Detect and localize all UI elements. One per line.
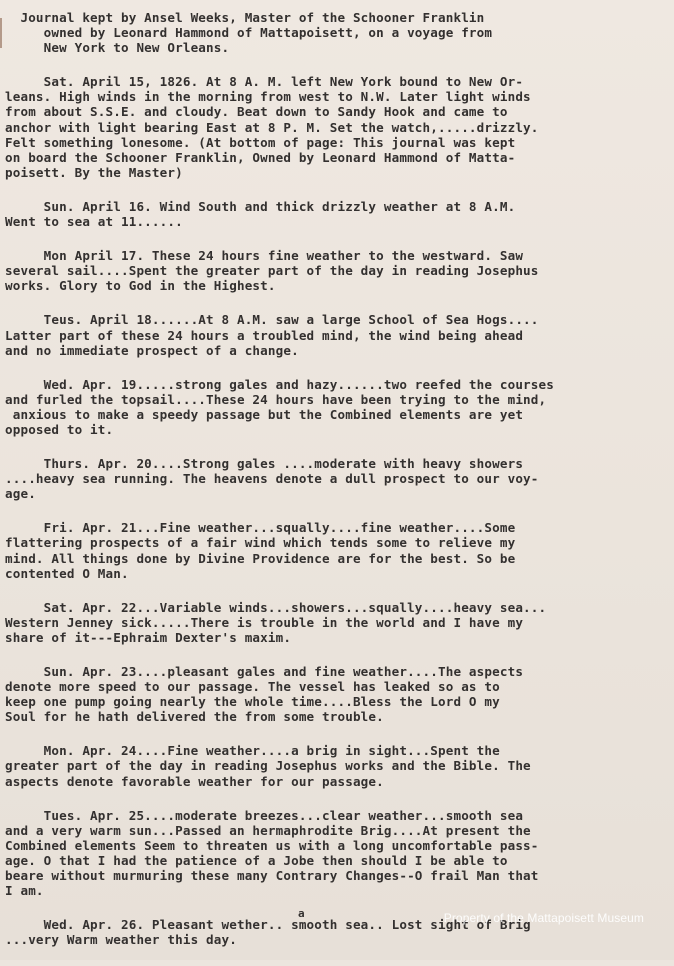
entry-line: Wed. Apr. 26. Pleasant wether.. smooth sea.. Lost sight of Brig — [5, 917, 531, 933]
entry-april-20 — [5, 456, 669, 501]
journal-header — [5, 10, 669, 55]
entry-line: Combined elements Seem to threaten us with a long uncomfortable pass- — [5, 837, 539, 853]
entry-line: Sun. Apr. 23....pleasant gales and fine weather....The aspects — [5, 664, 524, 679]
entry-april-19 — [5, 377, 669, 437]
entry-line: age. — [5, 486, 36, 502]
entry-line: opposed to it. — [5, 421, 114, 437]
entry-line: and a very warm sun...Passed an hermaphrodite Brig....At present the — [5, 822, 531, 838]
entry-line: poisett. By the Master) — [5, 164, 183, 180]
entry-line: ....heavy sea running. The heavens denote a dull prospect to our voy- — [5, 471, 539, 487]
entry-line: Wed. Apr. 19.....strong gales and hazy......two reefed the courses — [5, 376, 554, 392]
page-edge-mark — [0, 18, 2, 48]
entry-line: several sail....Spent the greater part of the day in reading Josephus — [5, 263, 539, 279]
entry-line: flattering prospects of a fair wind which tends some to relieve my — [5, 535, 516, 551]
entry-line: Latter part of these 24 hours a troubled mind, the wind being ahead — [5, 327, 524, 343]
entry-line: Thurs. Apr. 20....Strong gales ....moderate with heavy showers — [5, 456, 524, 472]
typed-journal-text — [5, 10, 669, 966]
entry-april-16 — [5, 199, 669, 229]
entry-line: from about S.S.E. and cloudy. Beat down to Sandy Hook and came to — [5, 104, 508, 120]
entry-line: greater part of the day in reading Josephus works and the Bible. The — [5, 758, 531, 774]
entry-line: Felt something lonesome. (At bottom of page: This journal was kept — [5, 134, 516, 150]
entry-line: beare without murmuring these many Contrary Changes--O frail Man that — [5, 868, 539, 884]
entry-line: Western Jenney sick.....There is trouble in the world and I have my — [5, 614, 524, 630]
entry-april-18 — [5, 312, 669, 357]
entry-line: I am. — [5, 883, 44, 899]
entry-line: on board the Schooner Franklin, Owned by Leonard Hammond of Matta- — [5, 149, 516, 165]
entry-april-24 — [5, 743, 669, 788]
entry-line: leans. High winds in the morning from west to N.W. Later light winds — [5, 89, 531, 105]
entry-april-22 — [5, 600, 669, 645]
entry-line: Mon. Apr. 24....Fine weather....a brig in sight...Spent the — [5, 743, 500, 759]
entry-line: and furled the topsail....These 24 hours have been trying to the mind, — [5, 391, 547, 407]
entry-line: contented O Man. — [5, 565, 129, 581]
entry-line: Fri. Apr. 21...Fine weather...squally....fine weather....Some — [5, 520, 516, 536]
entry-line: age. O that I had the patience of a Jobe then should I be able to — [5, 852, 508, 868]
header-line: Journal kept by Ansel Weeks, Master of the Schooner Franklin — [5, 10, 485, 25]
entry-line: Sat. April 15, 1826. At 8 A. M. left New York bound to New Or- — [5, 74, 524, 90]
museum-watermark: Property of the Mattapoisett Museum — [443, 911, 644, 925]
entry-april-17 — [5, 248, 669, 293]
entry-line: denote more speed to our passage. The vessel has leaked so as to — [5, 679, 500, 695]
entry-line: Tues. Apr. 25....moderate breezes...clear weather...smooth sea — [5, 807, 524, 823]
entry-line: works. Glory to God in the Highest. — [5, 278, 276, 294]
entry-line: and no immediate prospect of a change. — [5, 342, 299, 358]
header-line: New York to New Orleans. — [5, 40, 230, 56]
entry-line: Mon April 17. These 24 hours fine weather to the westward. Saw — [5, 248, 524, 264]
entry-line: ...very Warm weather this day. — [5, 932, 237, 948]
entry-line: anxious to make a speedy passage but the Combined elements are yet — [5, 406, 524, 422]
handwritten-insertion-mark: a — [298, 907, 305, 920]
entry-april-15 — [5, 74, 669, 180]
entry-line: anchor with light bearing East at 8 P. M. Set the watch,.....drizzly. — [5, 119, 539, 135]
header-line: owned by Leonard Hammond of Mattapoisett, on a voyage from — [5, 25, 493, 41]
entry-line: Soul for he hath delivered the from some trouble. — [5, 709, 384, 725]
entry-april-21 — [5, 520, 669, 580]
entry-line: keep one pump going nearly the whole time....Bless the Lord O my — [5, 694, 500, 710]
entry-april-25 — [5, 808, 669, 899]
entry-line: aspects denote favorable weather for our passage. — [5, 773, 384, 789]
entry-line: mind. All things done by Divine Providence are for the best. So be — [5, 550, 516, 566]
entry-line: Teus. April 18......At 8 A.M. saw a large School of Sea Hogs.... — [5, 312, 539, 328]
entry-line: Sun. April 16. Wind South and thick drizzly weather at 8 A.M. — [5, 198, 516, 214]
entry-line: Went to sea at 11...... — [5, 214, 183, 230]
entry-line: Sat. Apr. 22...Variable winds...showers...squally....heavy sea... — [5, 599, 547, 615]
entry-april-23 — [5, 664, 669, 724]
entry-line: share of it---Ephraim Dexter's maxim. — [5, 629, 292, 645]
